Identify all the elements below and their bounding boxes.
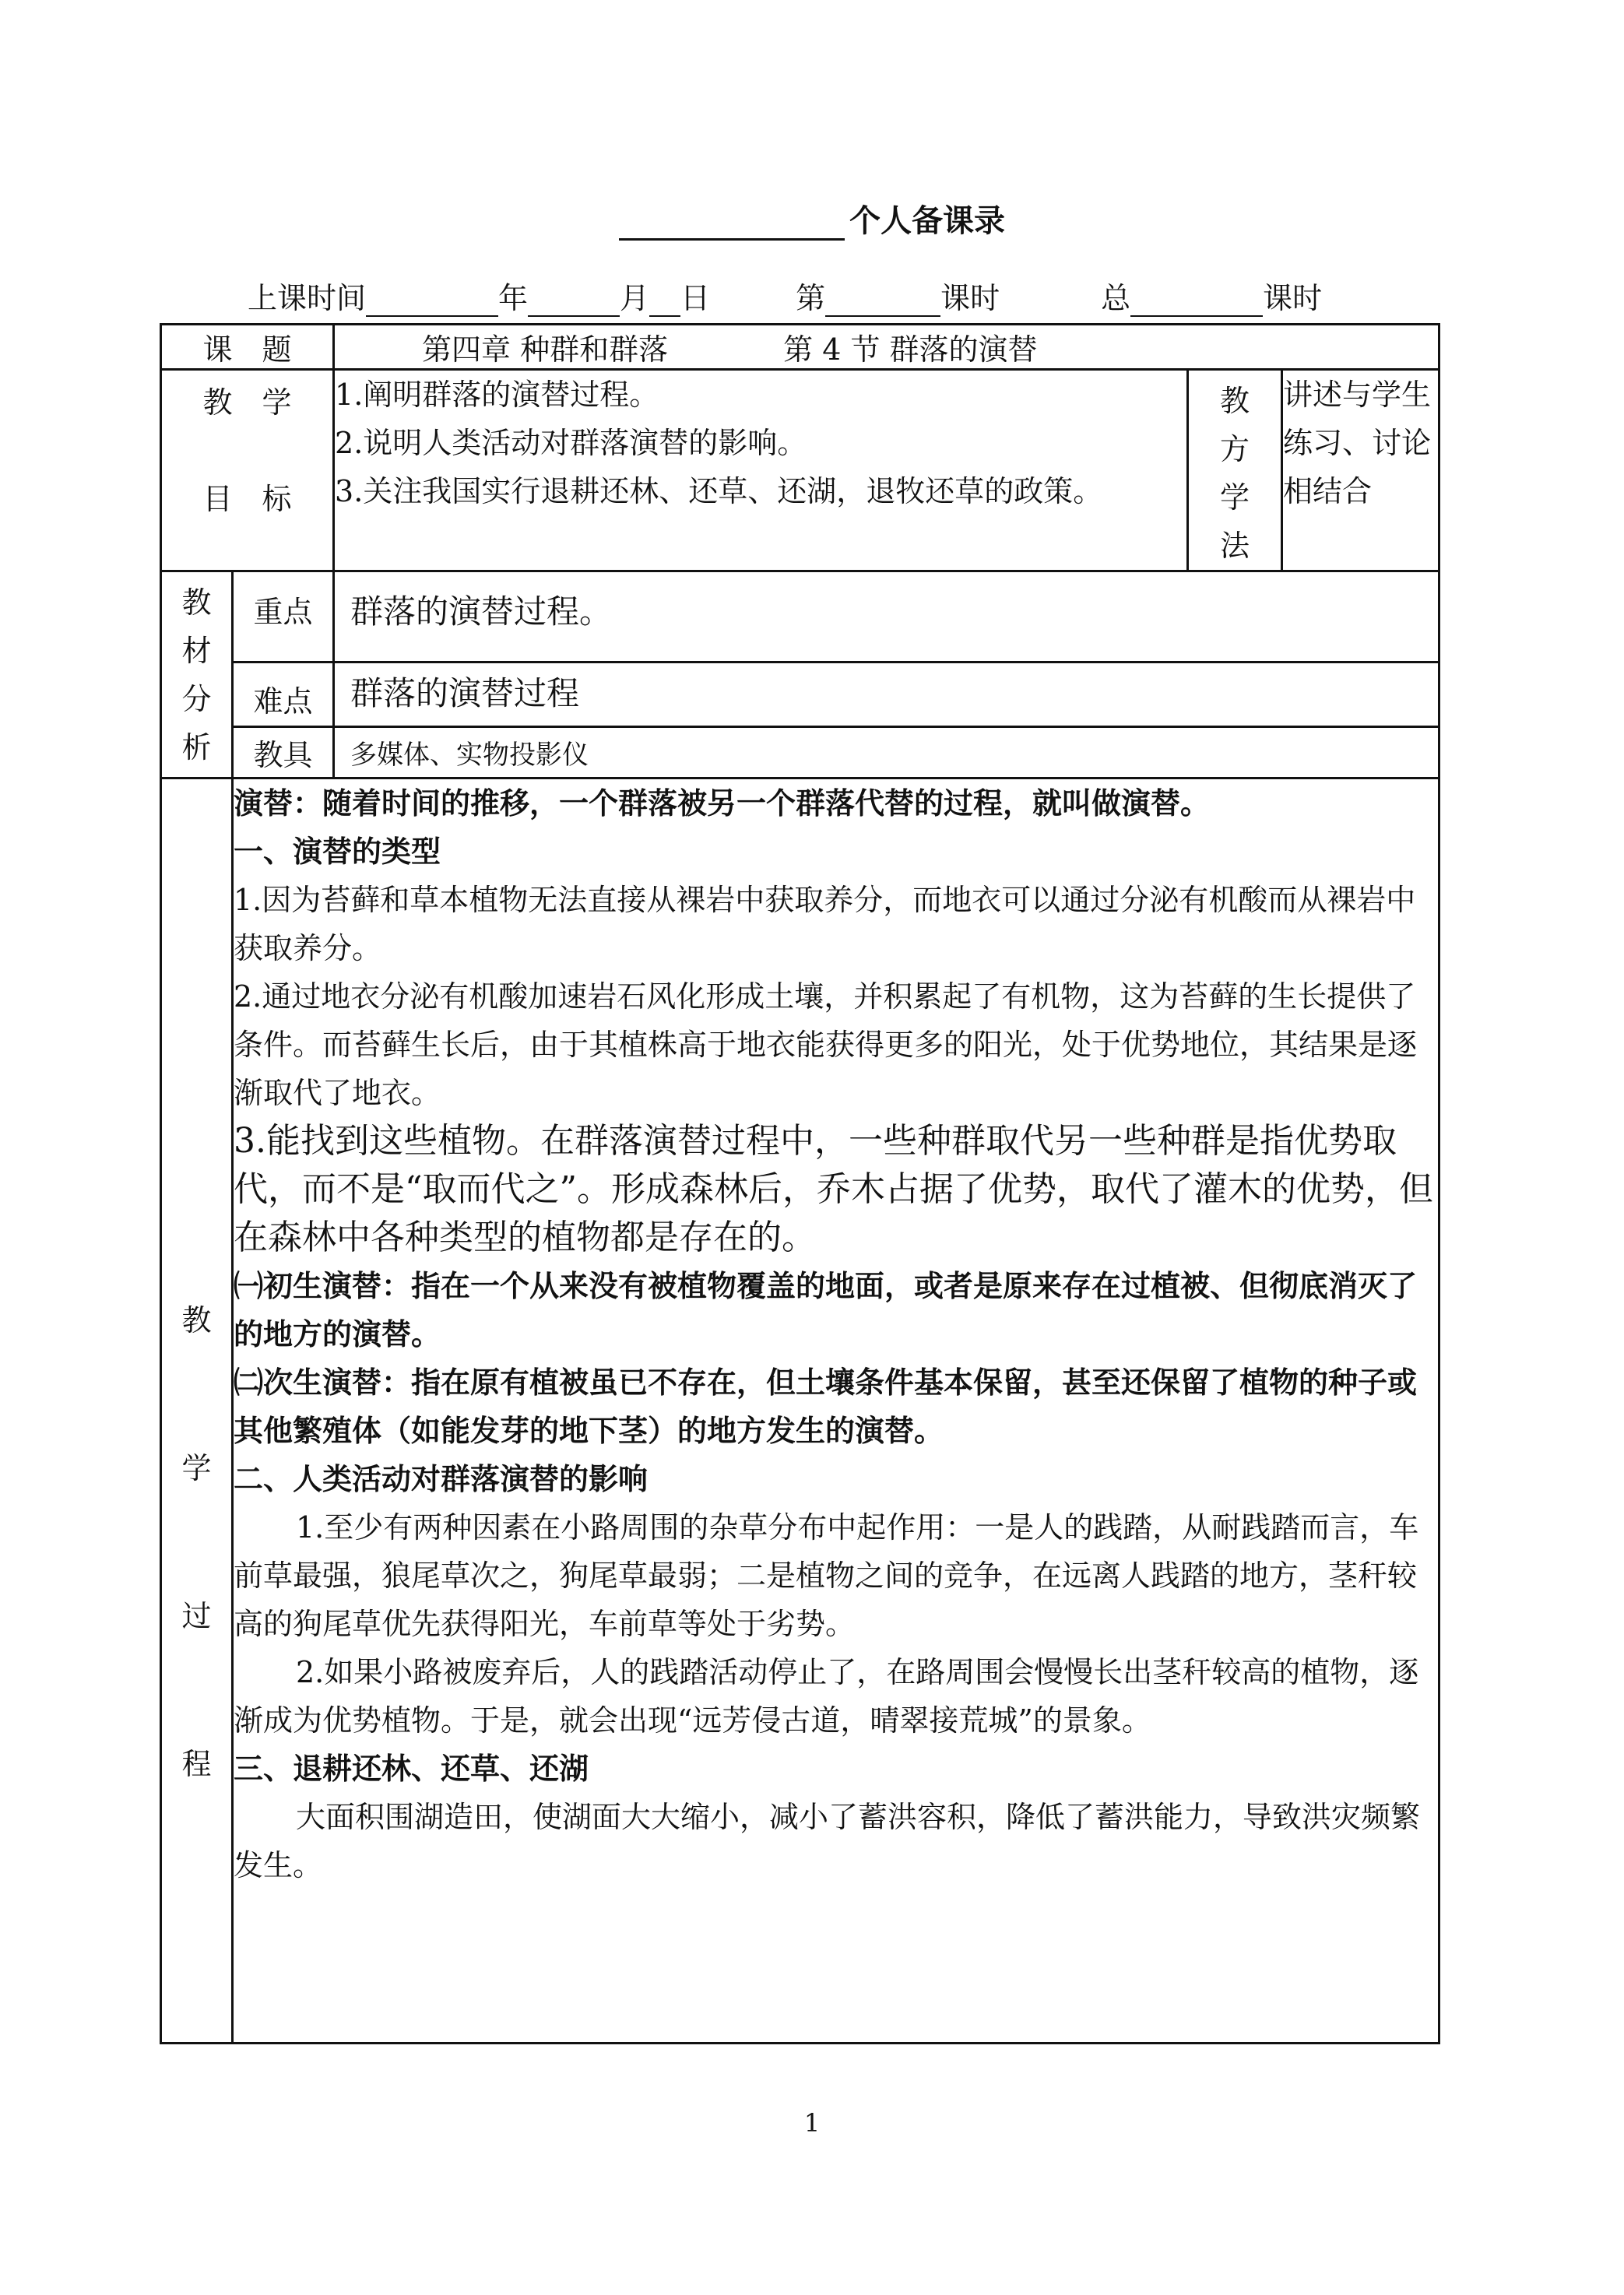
goal-item: 2.说明人类活动对群落演替的影响。 bbox=[335, 426, 807, 460]
difficult-label: 难点 bbox=[233, 662, 334, 727]
process-char: 学 bbox=[181, 1451, 212, 1485]
goal-item: 3.关注我国实行退耕还林、还草、还湖，退牧还草的政策。 bbox=[335, 474, 1103, 508]
section-heading: 一、演替的类型 bbox=[234, 834, 441, 869]
primary-succession: ㈠初生演替：指在一个从来没有被植物覆盖的地面，或者是原来存在过植被、但彻底消灭了的地方的演替。 bbox=[234, 1268, 1418, 1351]
method-text: 讲述与学生练习、讨论相结合 bbox=[1282, 370, 1439, 571]
total-blank[interactable] bbox=[1130, 289, 1263, 317]
analysis-label bbox=[161, 571, 233, 778]
lesson-table bbox=[160, 323, 1440, 2044]
title-text: 个人备课录 bbox=[849, 202, 1005, 239]
lesson-meta bbox=[248, 274, 1322, 317]
total-prefix: 总 bbox=[1101, 281, 1131, 315]
definition: 演替：随着时间的推移，一个群落被另一个群落代替的过程，就叫做演替。 bbox=[234, 786, 1211, 821]
process-content bbox=[233, 778, 1439, 2044]
method-char: 法 bbox=[1220, 529, 1250, 563]
period-blank[interactable] bbox=[825, 289, 940, 317]
analysis-char: 分 bbox=[181, 682, 212, 716]
goals-label-top: 教 学 bbox=[202, 385, 292, 420]
month-label: 月 bbox=[620, 281, 650, 315]
name-blank[interactable] bbox=[619, 210, 845, 241]
time-blank[interactable] bbox=[366, 289, 498, 317]
section-heading: 二、人类活动对群落演替的影响 bbox=[234, 1461, 649, 1496]
month-blank[interactable] bbox=[528, 289, 620, 317]
section-text: 第 4 节 群落的演替 bbox=[783, 332, 1038, 367]
day-blank[interactable] bbox=[649, 289, 680, 317]
method-char: 学 bbox=[1220, 480, 1250, 515]
analysis-char: 教 bbox=[181, 585, 212, 620]
tools-label: 教具 bbox=[233, 727, 334, 778]
paragraph: 1.因为苔藓和草本植物无法直接从裸岩中获取养分，而地衣可以通过分泌有机酸而从裸岩中获取养分。 bbox=[234, 883, 1416, 965]
topic-value bbox=[334, 325, 1439, 370]
paragraph: 1.至少有两种因素在小路周围的杂草分布中起作用：一是人的践踏，从耐践踏而言，车前草最强，狼尾草次之，狗尾草最弱；二是植物之间的竞争，在远离人践踏的地方，茎秆较高的狗尾草优先获得阳光，车前草等处于劣势。 bbox=[234, 1510, 1419, 1641]
year-label: 年 bbox=[498, 281, 529, 315]
topic-label: 课 题 bbox=[161, 325, 334, 370]
day-label: 日 bbox=[680, 281, 711, 315]
process-char: 过 bbox=[181, 1599, 212, 1633]
process-label bbox=[161, 778, 233, 2044]
goals-label-bottom: 目 标 bbox=[202, 482, 292, 516]
process-char: 教 bbox=[181, 1303, 212, 1337]
method-label bbox=[1188, 370, 1282, 571]
page-title bbox=[0, 196, 1624, 241]
method-char: 教 bbox=[1220, 384, 1250, 418]
key-label: 重点 bbox=[233, 571, 334, 662]
topic-row bbox=[161, 325, 1439, 370]
goals-row bbox=[161, 370, 1439, 571]
difficult-text: 群落的演替过程 bbox=[334, 662, 1439, 727]
analysis-char: 材 bbox=[181, 634, 212, 668]
tools-row bbox=[161, 727, 1439, 778]
paragraph: 3.能找到这些植物。在群落演替过程中，一些种群取代另一些种群是指优势取代，而不是“取而代之”。形成森林后，乔木占据了优势，取代了灌木的优势，但在森林中各种类型的植物都是存在的。 bbox=[234, 1121, 1433, 1257]
goals-label bbox=[161, 370, 334, 571]
goals-list bbox=[334, 370, 1188, 571]
analysis-char: 析 bbox=[181, 730, 212, 764]
process-row bbox=[161, 778, 1439, 2044]
paragraph: 大面积围湖造田，使湖面大大缩小，减小了蓄洪容积，降低了蓄洪能力，导致洪灾频繁发生。 bbox=[234, 1800, 1421, 1882]
period-suffix: 课时 bbox=[940, 281, 1000, 315]
secondary-succession: ㈡次生演替：指在原有植被虽已不存在，但土壤条件基本保留，甚至还保留了植物的种子或其他繁殖体（如能发芽的地下茎）的地方发生的演替。 bbox=[234, 1365, 1418, 1448]
key-text: 群落的演替过程。 bbox=[334, 571, 1439, 662]
total-suffix: 课时 bbox=[1263, 281, 1323, 315]
difficult-row bbox=[161, 662, 1439, 727]
section-heading: 三、退耕还林、还草、还湖 bbox=[234, 1751, 589, 1786]
key-row bbox=[161, 571, 1439, 662]
tools-text: 多媒体、实物投影仪 bbox=[334, 727, 1439, 778]
process-char: 程 bbox=[181, 1747, 212, 1781]
page-number: 1 bbox=[803, 2108, 821, 2138]
method-char: 方 bbox=[1220, 432, 1250, 466]
chapter-text: 第四章 种群和群落 bbox=[422, 332, 669, 367]
time-label: 上课时间 bbox=[248, 281, 367, 315]
paragraph: 2.如果小路被废弃后，人的践踏活动停止了，在路周围会慢慢长出茎秆较高的植物，逐渐成为优势植物。于是，就会出现“远芳侵古道，晴翠接荒城”的景象。 bbox=[234, 1655, 1419, 1738]
paragraph: 2.通过地衣分泌有机酸加速岩石风化形成土壤，并积累起了有机物，这为苔藓的生长提供了条件。而苔藓生长后，由于其植株高于地衣能获得更多的阳光，处于优势地位，其结果是逐渐取代了地衣。 bbox=[234, 979, 1418, 1110]
period-prefix: 第 bbox=[796, 281, 826, 315]
goal-item: 1.阐明群落的演替过程。 bbox=[335, 378, 659, 412]
